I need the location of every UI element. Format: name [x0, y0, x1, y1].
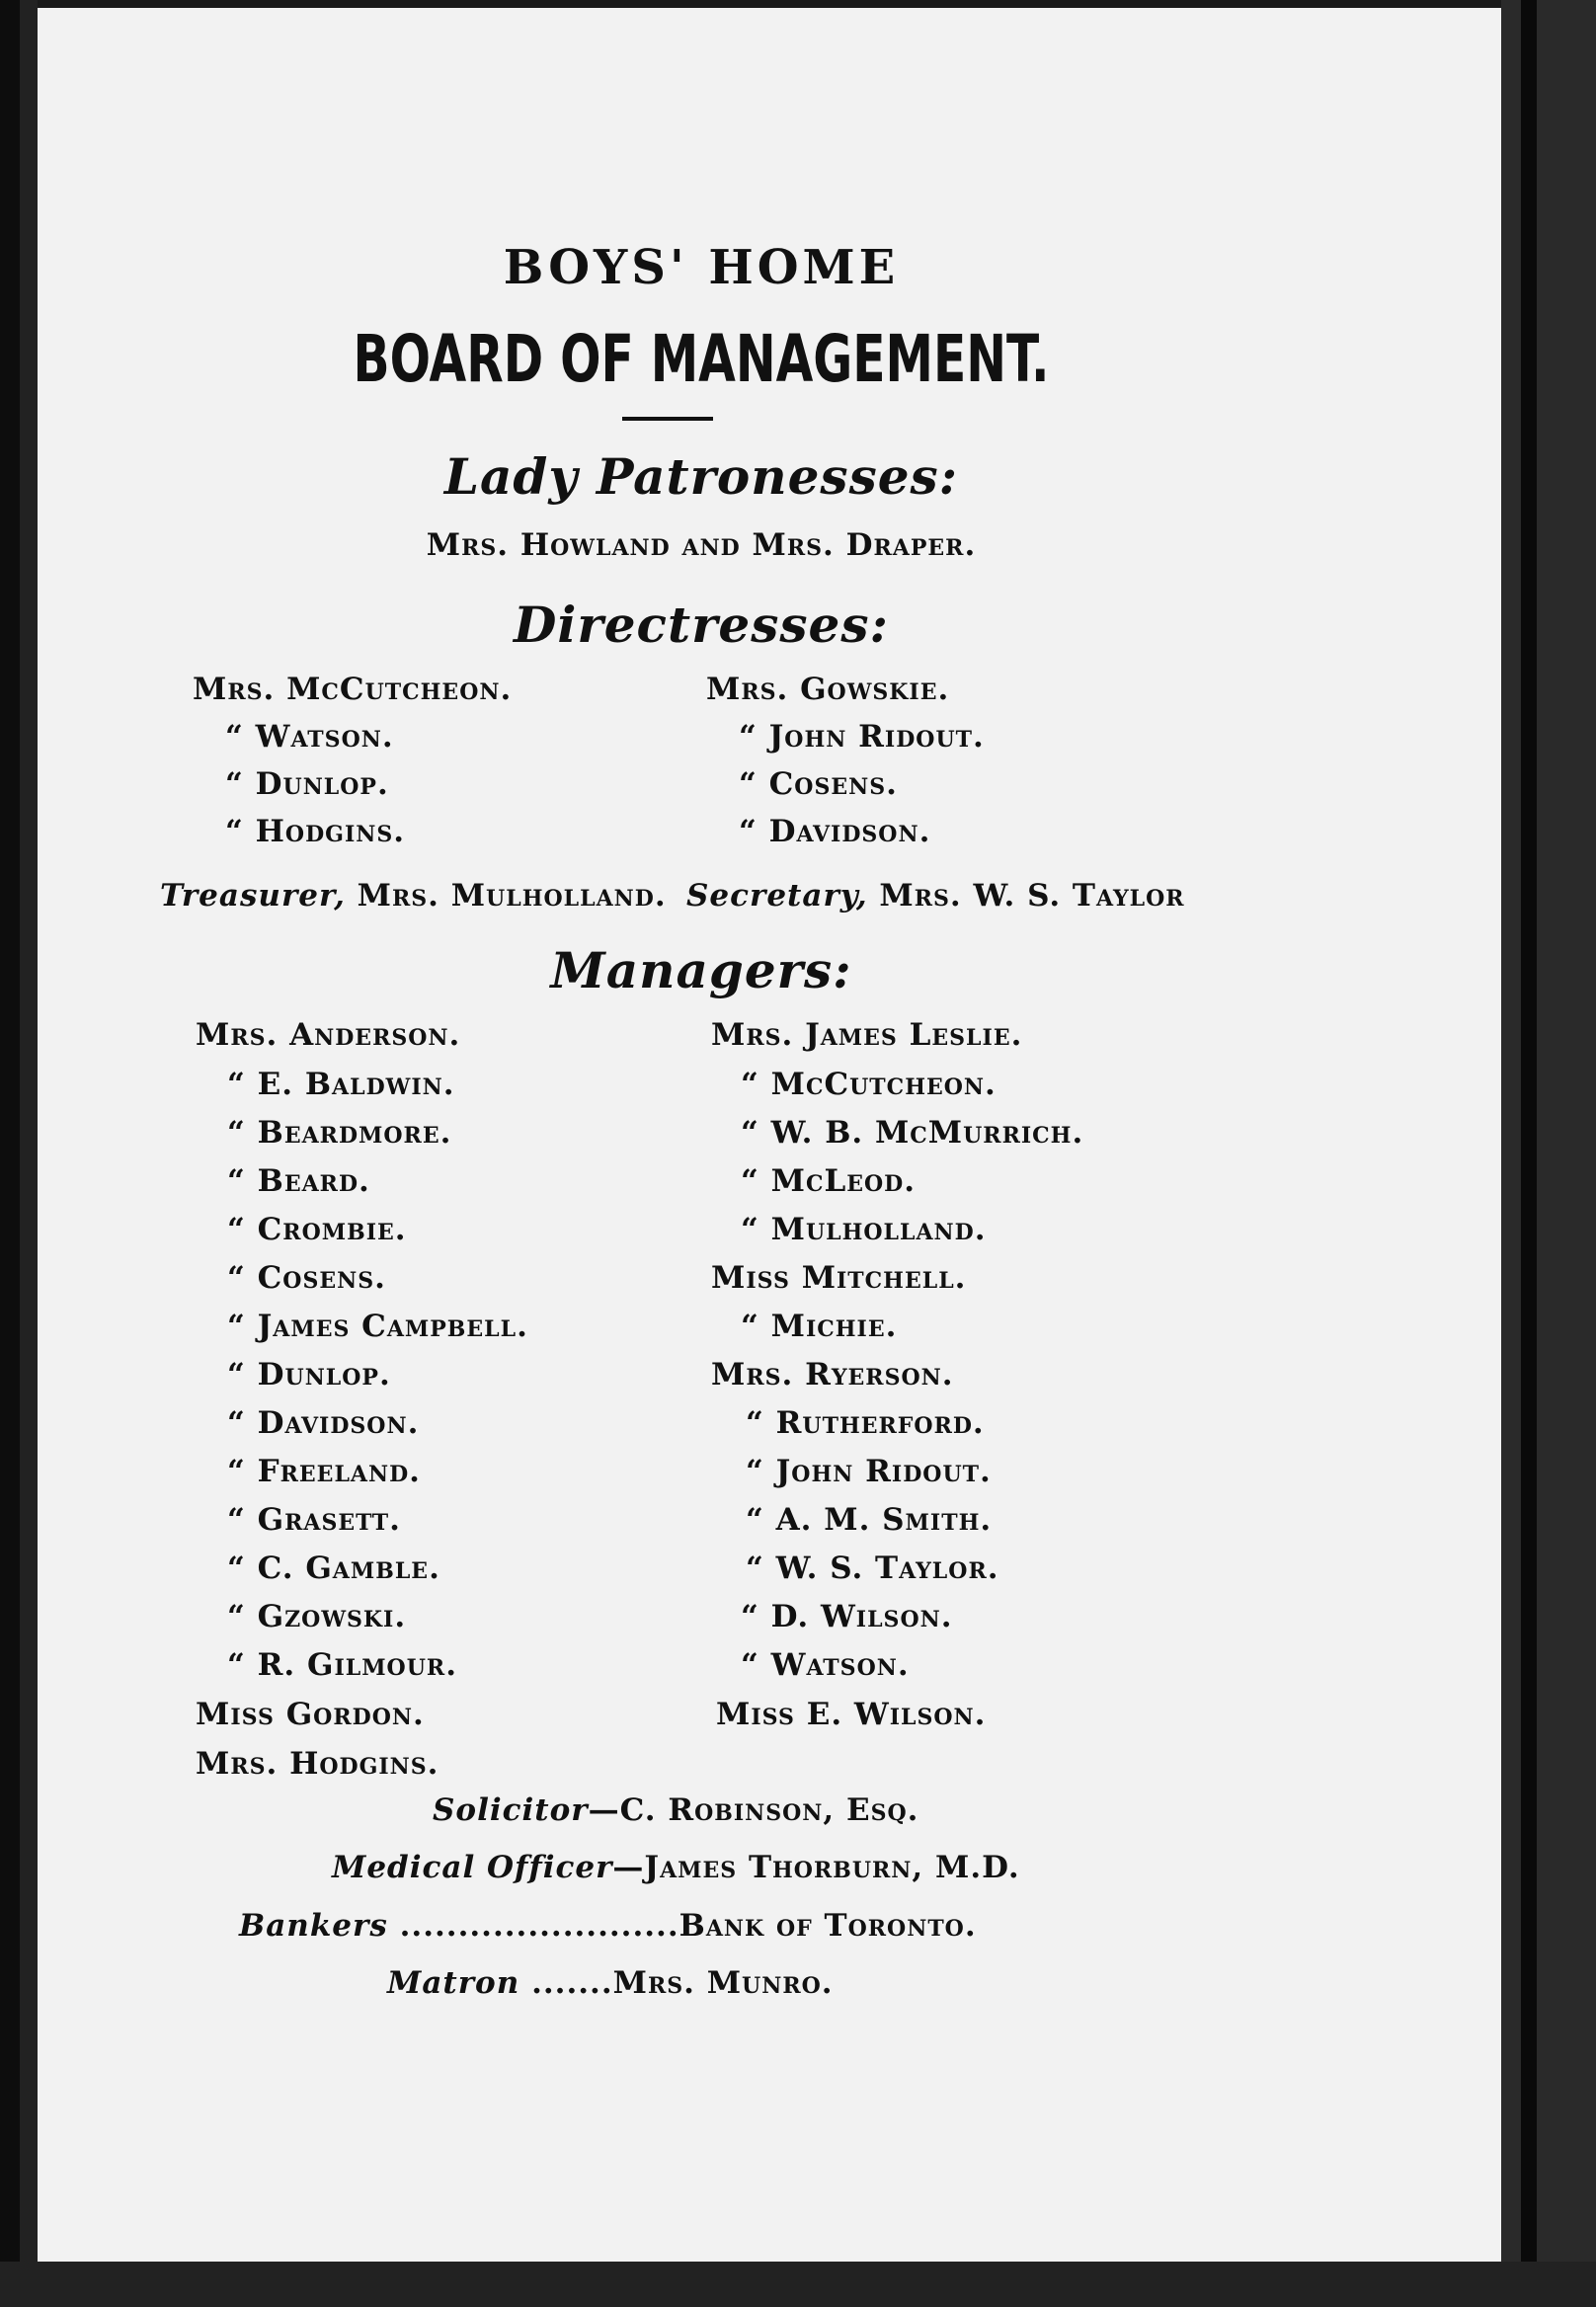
list-item: “ John Ridout.: [739, 719, 985, 755]
list-item: Mrs. Anderson.: [196, 1017, 461, 1053]
bankers-title: Bankers: [239, 1908, 388, 1944]
bankers-line: [239, 1908, 977, 1944]
treasurer-title: Treasurer,: [160, 878, 346, 914]
list-item: “ Watson.: [225, 719, 394, 755]
list-item: Mrs. James Leslie.: [711, 1017, 1023, 1053]
list-item: Mrs. McCutcheon.: [193, 672, 513, 707]
list-item: “ McLeod.: [741, 1163, 917, 1199]
matron-leader: .......: [531, 1965, 613, 2001]
list-item: “ Dunlop.: [227, 1357, 391, 1392]
list-item: “ Cosens.: [227, 1260, 386, 1296]
list-item: Mrs. Ryerson.: [711, 1357, 954, 1392]
list-item: “ Watson.: [741, 1647, 910, 1683]
bankers-leader: ........................: [399, 1908, 679, 1944]
solicitor-line: [433, 1792, 918, 1828]
list-item: “ Cosens.: [739, 766, 898, 802]
secretary-line: [686, 878, 1185, 914]
right-page-edge-dark: [1521, 0, 1537, 2307]
list-item: “ E. Baldwin.: [227, 1067, 455, 1102]
list-item: Miss Gordon.: [196, 1697, 425, 1732]
list-item: “ R. Gilmour.: [227, 1647, 457, 1683]
boys-home-title: BOYS' HOME: [503, 240, 900, 295]
list-item: “ Mulholland.: [741, 1212, 987, 1247]
list-item: “ Rutherford.: [746, 1405, 985, 1441]
secretary-name: Mrs. W. S. Taylor: [879, 878, 1185, 914]
right-page-edge: [1501, 0, 1596, 2307]
list-item: “ Freeland.: [227, 1454, 421, 1489]
medical-officer-name: —James Thorburn, M.D.: [612, 1850, 1020, 1885]
managers-heading: Managers:: [550, 941, 852, 999]
page-spine: [20, 0, 38, 2307]
list-item: “ W. B. McMurrich.: [741, 1115, 1084, 1151]
list-item: Miss E. Wilson.: [716, 1697, 987, 1732]
matron-title: Matron: [387, 1965, 520, 2001]
list-item: “ Michie.: [741, 1309, 898, 1344]
list-item: “ W. S. Taylor.: [746, 1551, 999, 1586]
list-item: Mrs. Gowskie.: [706, 672, 950, 707]
patronesses-heading: Lady Patronesses:: [443, 447, 959, 506]
solicitor-name: —C. Robinson, Esq.: [588, 1792, 919, 1828]
list-item: “ Hodgins.: [225, 814, 406, 849]
secretary-title: Secretary,: [686, 878, 868, 914]
list-item: “ Gzowski.: [227, 1599, 407, 1634]
list-item: “ James Campbell.: [227, 1309, 528, 1344]
list-item: “ Grasett.: [227, 1502, 401, 1538]
list-item: “ Crombie.: [227, 1212, 407, 1247]
list-item: “ John Ridout.: [746, 1454, 992, 1489]
list-item: “ Davidson.: [227, 1405, 420, 1441]
list-item: “ C. Gamble.: [227, 1551, 440, 1586]
directresses-heading: Directresses:: [514, 596, 889, 654]
title-rule: [622, 417, 713, 421]
medical-officer-line: [332, 1850, 1020, 1885]
bankers-name: Bank of Toronto.: [678, 1908, 977, 1944]
list-item: “ Beardmore.: [227, 1115, 452, 1151]
board-title: BOARD OF MANAGEMENT.: [353, 321, 1050, 397]
list-item: “ D. Wilson.: [741, 1599, 953, 1634]
patronesses-names: Mrs. Howland and Mrs. Draper.: [426, 527, 977, 563]
matron-line: [387, 1965, 834, 2001]
solicitor-title: Solicitor: [433, 1792, 589, 1828]
treasurer-line: [160, 878, 667, 914]
treasurer-name: Mrs. Mulholland.: [357, 878, 667, 914]
list-item: “ McCutcheon.: [741, 1067, 997, 1102]
list-item: “ Dunlop.: [225, 766, 389, 802]
medical-officer-title: Medical Officer: [332, 1850, 613, 1885]
matron-name: Mrs. Munro.: [612, 1965, 834, 2001]
list-item: Miss Mitchell.: [711, 1260, 967, 1296]
list-item: “ Davidson.: [739, 814, 931, 849]
list-item: Mrs. Hodgins.: [196, 1746, 439, 1782]
list-item: “ A. M. Smith.: [746, 1502, 993, 1538]
list-item: “ Beard.: [227, 1163, 370, 1199]
bottom-page-edge: [0, 2262, 1596, 2307]
